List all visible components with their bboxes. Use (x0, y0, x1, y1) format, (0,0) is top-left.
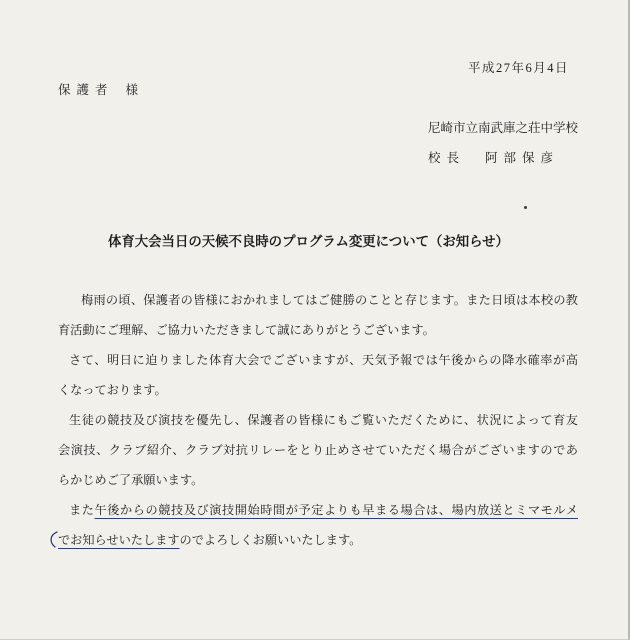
paragraph-line (58, 525, 578, 555)
notice-title: 体育大会当日の天候不良時のプログラム変更について（お知らせ） (108, 234, 509, 249)
paragraph-line: くなっております。 (58, 383, 167, 397)
paragraph-line: らかじめご了承願います。 (58, 473, 204, 487)
underlined-text: 午後からの競技及び演技開始時間が予定よりも早まる場合は、場内放送とミマモルメ (94, 503, 578, 517)
paragraph-line: 梅雨の頃、保護者の皆様におかれましてはご健勝のことと存じます。また日頃は本校の教 (81, 293, 578, 307)
paragraph-program-change (58, 405, 578, 495)
paragraph-line: 生徒の競技及び演技を優先し、保護者の皆様にもご覧いただくために、状況によって育友 (69, 413, 578, 427)
principal-name: 阿部保彦 (485, 151, 560, 165)
paragraph-line: 育活動にご理解、ご協力いただきまして誠にありがとうございます。 (58, 323, 435, 337)
scan-speck (524, 206, 527, 209)
paragraph-forecast (58, 345, 578, 405)
addressee (58, 82, 138, 98)
pen-hook-mark (46, 531, 60, 549)
principal-signature (428, 150, 559, 166)
paragraph-line: さて、明日に迫りました体育大会でございますが、天気予報では午後からの降水確率が高 (69, 353, 578, 367)
school-name: 尼崎市立南武庫之荘中学校 (428, 121, 579, 135)
addressee-name: 保護者 (58, 83, 114, 97)
announcement-text: また (69, 503, 95, 517)
addressee-honorific: 様 (125, 83, 139, 97)
paragraph-announcement (58, 495, 578, 555)
paragraph-line (58, 495, 578, 525)
paragraph-line: 会演技、クラブ紹介、クラブ対抗リレーをとり止めさせていただく場合がございますのであ (58, 443, 578, 457)
notice-body (58, 285, 578, 555)
paragraph-greeting (58, 285, 578, 345)
underlined-text: でお知らせいたします (58, 533, 180, 547)
principal-title: 校長 (428, 151, 466, 165)
announcement-text: のでよろしくお願いいたします。 (179, 533, 362, 547)
issue-date: 平成27年6月4日 (468, 61, 570, 75)
